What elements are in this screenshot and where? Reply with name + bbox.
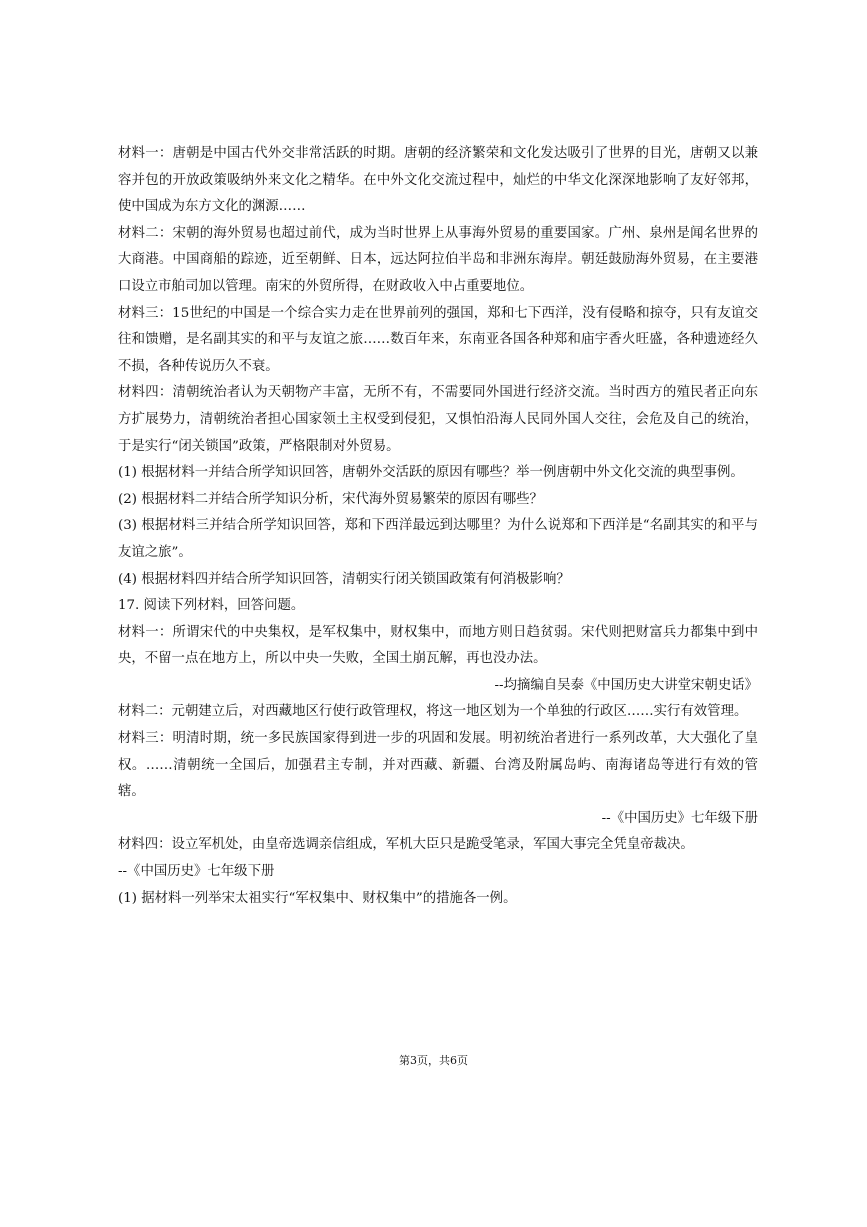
question-1: (1) 根据材料一并结合所学知识回答，唐朝外交活跃的原因有哪些？举一例唐朝中外文化交流的典型事例。 — [118, 465, 744, 481]
page-content — [118, 141, 758, 912]
question-3: (3) 根据材料三并结合所学知识回答，郑和下西洋最远到达哪里？为什么说郑和下西洋是“名副其实的和平与友谊之旅”。 — [118, 518, 758, 560]
question-4: (4) 根据材料四并结合所学知识回答，清朝实行闭关锁国政策有何消极影响？ — [118, 571, 570, 587]
q17-material-2-paragraph: 材料二：元朝建立后，对西藏地区行使行政管理权，将这一地区划为一个单独的行政区……实行有效管理。 — [118, 704, 748, 720]
material-1-tang-paragraph: 材料一：唐朝是中国古代外交非常活跃的时期。唐朝的经济繁荣和文化发达吸引了世界的目光，唐朝又以兼容并包的开放政策吸纳外来文化之精华。在中外文化交流过程中，灿烂的中华文化深深地影响了友好邻邦，使中国成为东方文化的渊源…… — [118, 146, 758, 215]
question-17-heading: 17. 阅读下列材料，回答问题。 — [118, 598, 305, 614]
q17-material-1-paragraph: 材料一：所谓宋代的中央集权，是军权集中，财权集中，而地方则日趋贫弱。宋代则把财富兵力都集中到中央，不留一点在地方上，所以中央一失败，全国土崩瓦解，再也没办法。 — [118, 624, 758, 667]
q17-material-1-source: --均摘编自吴泰《中国历史大讲堂宋朝史话》 — [494, 677, 758, 693]
material-2-song-paragraph: 材料二：宋朝的海外贸易也超过前代，成为当时世界上从事海外贸易的重要国家。广州、泉州是闻名世界的大商港。中国商船的踪迹，近至朝鲜、日本，远达阿拉伯半岛和非洲东海岸。朝廷鼓励海外贸易，在主要港口设立市舶司加以管理。南宋的外贸所得，在财政收入中占重要地位。 — [118, 225, 758, 294]
q17-material-3-source: --《中国历史》七年级下册 — [601, 810, 758, 826]
q17-material-4-paragraph: 材料四：设立军机处，由皇帝选调亲信组成，军机大臣只是跪受笔录，军国大事完全凭皇帝裁决。 — [118, 837, 694, 853]
q17-material-4-source: --《中国历史》七年级下册 — [118, 864, 275, 880]
q17-question-1: (1) 据材料一列举宋太祖实行“军权集中、财权集中”的措施各一例。 — [118, 890, 517, 906]
material-3-zhenghe-paragraph: 材料三：15世纪的中国是一个综合实力走在世界前列的强国，郑和七下西洋，没有侵略和掠夺，只有友谊交往和馈赠，是名副其实的和平与友谊之旅……数百年来，东南亚各国各种郑和庙宇香火旺盛，各种遗迹经久不损，各种传说历久不衰。 — [118, 305, 758, 374]
material-4-qing-paragraph: 材料四：清朝统治者认为天朝物产丰富，无所不有，不需要同外国进行经济交流。当时西方的殖民者正向东方扩展势力，清朝统治者担心国家领土主权受到侵犯，又惧怕沿海人民同外国人交往，会危及自己的统治，于是实行“闭关锁国”政策，严格限制对外贸易。 — [118, 385, 758, 454]
page-number-label: 第3页，共6页 — [399, 1054, 468, 1067]
page-footer — [0, 1053, 867, 1069]
question-2: (2) 根据材料二并结合所学知识分析，宋代海外贸易繁荣的原因有哪些？ — [118, 491, 543, 507]
q17-material-3-paragraph: 材料三：明清时期，统一多民族国家得到进一步的巩固和发展。明初统治者进行一系列改革，大大强化了皇权。……清朝统一全国后，加强君主专制，并对西藏、新疆、台湾及附属岛屿、南海诸岛等进行有效的管辖。 — [118, 731, 758, 800]
